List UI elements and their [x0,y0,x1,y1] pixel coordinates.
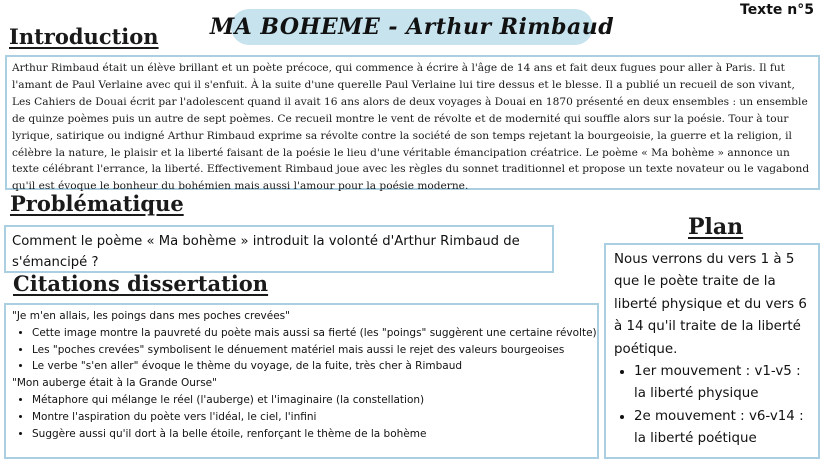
citation-quote: "Mon auberge était à la Grande Ourse" [12,377,217,390]
title-banner [209,9,615,45]
plan-intro: Nous verrons du vers 1 à 5 que le poète traite de la liberté physique et du vers 6 à 14 qu'il traite de la liberté poétique. [614,252,807,357]
page-title: MA BOHEME - Arthur Rimbaud [209,14,615,40]
citation-point: • Le verbe "s'en aller" évoque le thème du voyage, de la fuite, très cher à Rimbaud [32,358,591,375]
plan-movement: • 2e mouvement : v6-v14 : la liberté poétique [634,406,810,451]
introduction-box [5,55,820,193]
citation-point: • Métaphore qui mélange le réel (l'auberge) et l'imaginaire (la constellation) [32,392,591,409]
citations-heading: Citations dissertation [13,271,269,296]
citation-points-list [12,325,597,375]
citations-box [4,303,599,459]
introduction-text: Arthur Rimbaud était un élève brillant et un poète précoce, qui commence à écrire à l'âge de 14 ans et fait deux fugues pour aller à Paris. Il fut l'amant de Paul Verlaine avec qui il s'enfuit. À la suite d'une querelle Paul Verlaine lui tire dessus et le blesse. Il a publié un recueil de son vivant, Les Cahiers de Douai écrit par l'adolescent quand il avait 16 ans alors de deux voyages à Douai en 1870 présenté en deux ensembles : un ensemble de quinze poèmes puis un autre de sept poèmes. Ce recueil montre le vent de révolte et de modernité qui souffle alors sur la poésie. Tour à tour lyrique, satirique ou indigné Arthur Rimbaud exprime sa révolte contre la société de son temps rejetant la bourgeoisie, la guerre et la religion, il célèbre la nature, le plaisir et la liberté faisant de la poésie le lieu d'une véritable émancipation créatrice. Le poème « Ma bohème » annonce un texte célébrant l'errance, la liberté. Effectivement Rimbaud joue avec les règles du sonnet traditionnel et propose un texte novateur ou le vagabond qu'il est évoque le bonheur du bohémien mais aussi l'amour pour la poésie moderne. [12,62,810,193]
citation-point: • Montre l'aspiration du poète vers l'idéal, le ciel, l'infini [32,409,591,426]
citation-points-list [12,392,591,442]
problematique-box [4,225,554,273]
citation-quote: "Je m'en allais, les poings dans mes poches crevées" [12,310,290,322]
introduction-heading: Introduction [9,24,159,49]
citation-point: • Les "poches crevées" symbolisent le dénuement matériel mais aussi le rejet des valeurs bourgeoises [32,342,591,359]
plan-box [604,243,820,459]
citation-point: • Cette image montre la pauvreté du poète mais aussi sa fierté (les "poings" suggèrent une certaine révolte) [32,325,591,342]
citation-point: • Suggère aussi qu'il dort à la belle étoile, renforçant le thème de la bohème [32,426,591,443]
plan-heading: Plan [688,214,744,240]
plan-movement: • 1er mouvement : v1-v5 : la liberté physique [634,361,810,406]
document-number: Texte n°5 [740,2,814,18]
problematique-question: Comment le poème « Ma bohème » introduit la volonté d'Arthur Rimbaud de s'émancipé ? [12,234,520,270]
plan-movements-list [614,361,810,451]
problematique-heading: Problématique [10,191,184,216]
